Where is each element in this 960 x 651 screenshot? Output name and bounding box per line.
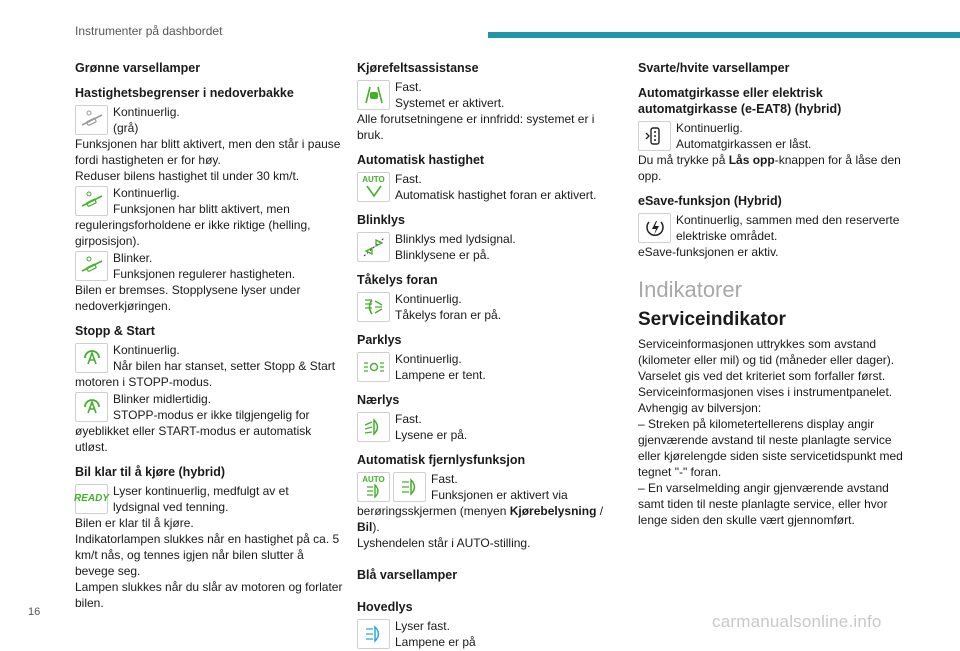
parking-lights-icon bbox=[357, 352, 390, 382]
auto-beam-line1: Fast. bbox=[431, 472, 458, 486]
stop-start-item-2-line1: Blinker midlertidig. bbox=[113, 392, 212, 406]
hill-descent-grey-icon bbox=[75, 105, 108, 135]
auto-beam-icon-pair bbox=[357, 472, 426, 502]
auto-speed-icon bbox=[357, 172, 390, 202]
ready-rest3: Lampen slukkes når du slår av motoren og forlater bilen. bbox=[75, 580, 343, 610]
gearbox-rest bbox=[638, 152, 908, 184]
lane-keeping-icon bbox=[357, 80, 390, 110]
auto-beam-rest-bold-bil: Bil bbox=[357, 520, 373, 534]
column-1 bbox=[75, 58, 345, 612]
auto-speed-icon-text: AUTO bbox=[362, 175, 385, 184]
service-p4: Avhengig av bilversjon: bbox=[638, 401, 762, 415]
hdc-item-3-rest: Bilen er bremses. Stopplysene lyser under nedoverkjøringen. bbox=[75, 283, 301, 313]
low-beam-item bbox=[357, 411, 619, 443]
lka-title: Kjørefeltsassistanse bbox=[357, 61, 479, 75]
esave-rest: eSave-funksjonen er aktiv. bbox=[638, 245, 779, 259]
low-beam-title: Nærlys bbox=[357, 393, 400, 407]
auto-speed-title: Automatisk hastighet bbox=[357, 153, 485, 167]
esave-line1: Kontinuerlig, sammen med den reserverte bbox=[676, 213, 900, 227]
hdc-item-2-rest: reguleringsforholdene er ikke riktige (helling, girposisjon). bbox=[75, 218, 311, 248]
stop-start-item-1-line1: Kontinuerlig. bbox=[113, 343, 180, 357]
page-header-title: Instrumenter på dashbordet bbox=[75, 24, 223, 38]
hdc-item-3-line2: Funksjonen regulerer hastigheten. bbox=[113, 267, 296, 281]
fog-item bbox=[357, 291, 619, 323]
low-beam-line1: Fast. bbox=[395, 412, 422, 426]
auto-beam-rest-c: / bbox=[596, 504, 604, 518]
stop-start-item-2-rest: øyeblikket eller START-modus er automatisk utløst. bbox=[75, 424, 312, 454]
fog-line2: Tåkelys foran er på. bbox=[395, 308, 502, 322]
ready-icon bbox=[75, 484, 108, 514]
high-beam-line2: Lampene er på bbox=[395, 635, 476, 649]
park-title: Parklys bbox=[357, 333, 402, 347]
hdc-item-1-line2: (grå) bbox=[113, 121, 139, 135]
auto-beam-item bbox=[357, 471, 619, 551]
auto-beam-rest-a: berøringsskjermen (menyen bbox=[357, 504, 510, 518]
main-beam-blue-icon bbox=[357, 619, 390, 649]
gearbox-rest-a: Du må trykke på bbox=[638, 153, 729, 167]
stop-start-item-1 bbox=[75, 342, 345, 390]
auto-beam-rest-e: ). bbox=[372, 520, 380, 534]
service-p6: – En varselmelding angir gjenværende avstand samt tiden til neste planlagte service, eller hvor lenge siden den skulle vært gjennomført. bbox=[638, 481, 889, 527]
auto-high-beam-icon bbox=[357, 472, 390, 502]
stop-start-item-1-rest: motoren i STOPP-modus. bbox=[75, 375, 213, 389]
esave-title: eSave-funksjon (Hybrid) bbox=[638, 194, 782, 208]
turn-signal-icon bbox=[357, 232, 390, 262]
hdc-item-1-line1: Kontinuerlig. bbox=[113, 105, 180, 119]
bw-lamps-heading: Svarte/hvite varsellamper bbox=[638, 61, 790, 75]
esave-icon bbox=[638, 213, 671, 243]
front-fog-light-icon bbox=[357, 292, 390, 322]
high-beam-line1: Lyser fast. bbox=[395, 619, 450, 633]
gearbox-lock-icon bbox=[638, 121, 671, 151]
column-3 bbox=[638, 58, 908, 528]
gearbox-rest-bold-unlock: Lås opp bbox=[728, 153, 775, 167]
gearbox-rest-c: -knappen for å låse den opp. bbox=[638, 153, 901, 183]
hill-descent-blinking-icon bbox=[75, 251, 108, 281]
blue-lamps-heading: Blå varsellamper bbox=[357, 568, 458, 582]
gearbox-title: Automatgirkasse eller elektrisk automatgirkasse (e-EAT8) (hybrid) bbox=[638, 86, 842, 116]
blinkers-line2: Blinklysene er på. bbox=[395, 248, 490, 262]
hdc-item-3 bbox=[75, 250, 345, 314]
hdc-item-2 bbox=[75, 185, 345, 249]
hdc-item-2-line1: Kontinuerlig. bbox=[113, 186, 180, 200]
high-beam-icon bbox=[393, 472, 426, 502]
fog-title: Tåkelys foran bbox=[357, 273, 438, 287]
ready-line2: lydsignal ved tenning. bbox=[113, 500, 229, 514]
stop-start-item-1-line2: Når bilen har stanset, setter Stopp & Start bbox=[113, 359, 336, 373]
auto-beam-rest-bold-menu: Kjørebelysning bbox=[509, 504, 597, 518]
park-line2: Lampene er tent. bbox=[395, 368, 486, 382]
gearbox-line2: Automatgirkassen er låst. bbox=[676, 137, 812, 151]
ready-icon-text: READY bbox=[74, 493, 110, 504]
high-beam-item bbox=[357, 618, 619, 650]
page-number: 16 bbox=[28, 606, 41, 618]
low-beam-line2: Lysene er på. bbox=[395, 428, 468, 442]
auto-speed-line1: Fast. bbox=[395, 172, 422, 186]
blinkers-title: Blinklys bbox=[357, 213, 405, 227]
ready-item bbox=[75, 483, 345, 611]
esave-item bbox=[638, 212, 908, 260]
service-p1: Serviceinformasjonen uttrykkes som avstand (kilometer eller mil) og tid (måneder eller dager). bbox=[638, 337, 895, 367]
hdc-item-1 bbox=[75, 104, 345, 184]
park-item bbox=[357, 351, 619, 383]
auto-beam-icon-text: AUTO bbox=[362, 475, 385, 484]
stop-start-item-2 bbox=[75, 391, 345, 455]
hdc-item-2-line2: Funksjonen har blitt aktivert, men bbox=[113, 202, 290, 216]
auto-speed-line2: Automatisk hastighet foran er aktivert. bbox=[395, 188, 597, 202]
auto-beam-rest bbox=[357, 503, 619, 535]
esave-line2: elektriske området. bbox=[676, 229, 778, 243]
auto-beam-rest2: Lyshendelen står i AUTO-stilling. bbox=[357, 536, 531, 550]
service-indicator-title: Serviceindikator bbox=[638, 309, 786, 330]
low-beam-icon bbox=[357, 412, 390, 442]
ready-title: Bil klar til å kjøre (hybrid) bbox=[75, 465, 226, 479]
blinkers-item bbox=[357, 231, 619, 263]
ready-rest1: Bilen er klar til å kjøre. bbox=[75, 516, 194, 530]
hdc-item-1-rest2: Reduser bilens hastighet til under 30 km/t. bbox=[75, 169, 300, 183]
park-line1: Kontinuerlig. bbox=[395, 352, 462, 366]
stop-start-blinking-icon bbox=[75, 392, 108, 422]
hdc-title: Hastighetsbegrenser i nedoverbakke bbox=[75, 86, 294, 100]
ready-line1: Lyser kontinuerlig, medfulgt av et bbox=[113, 484, 289, 498]
auto-beam-title: Automatisk fjernlysfunksjon bbox=[357, 453, 526, 467]
hdc-item-3-line1: Blinker. bbox=[113, 251, 153, 265]
gearbox-item bbox=[638, 120, 908, 184]
fog-line1: Kontinuerlig. bbox=[395, 292, 462, 306]
auto-speed-item bbox=[357, 171, 619, 203]
header-accent-bar bbox=[488, 32, 960, 38]
lka-item bbox=[357, 79, 619, 143]
stop-start-icon bbox=[75, 343, 108, 373]
ready-rest2: Indikatorlampen slukkes når en hastighet på ca. 5 km/t nås, og tennes igjen når bilen slutter å bevege seg. bbox=[75, 532, 340, 578]
service-p3: Serviceinformasjonen vises i instrumentpanelet. bbox=[638, 385, 893, 399]
gearbox-line1: Kontinuerlig. bbox=[676, 121, 743, 135]
column-2 bbox=[357, 58, 619, 651]
indicators-section-title: Indikatorer bbox=[638, 277, 742, 302]
stop-start-title: Stopp & Start bbox=[75, 324, 155, 338]
service-p2: Varselet gis ved det kriteriet som forfaller først. bbox=[638, 369, 886, 383]
green-lamps-heading: Grønne varsellamper bbox=[75, 61, 201, 75]
blinkers-line1: Blinklys med lydsignal. bbox=[395, 232, 516, 246]
lka-line1: Fast. bbox=[395, 80, 422, 94]
high-beam-title: Hovedlys bbox=[357, 600, 413, 614]
service-p5: – Streken på kilometertellerens display angir gjenværende avstand til neste planlagte service eller kjørelengde siden siste servicetidspunkt med tegnet "-" foran. bbox=[638, 417, 903, 479]
watermark-text: carmanualsonline.info bbox=[712, 612, 882, 631]
stop-start-item-2-line2: STOPP-modus er ikke tilgjengelig for bbox=[113, 408, 310, 422]
hdc-item-1-rest: Funksjonen har blitt aktivert, men den står i pause fordi hastigheten er for høy. bbox=[75, 137, 341, 167]
hill-descent-green-icon bbox=[75, 186, 108, 216]
auto-beam-line2: Funksjonen er aktivert via bbox=[431, 488, 568, 502]
lka-rest: Alle forutsetningene er innfridd: systemet er i bruk. bbox=[357, 112, 595, 142]
lka-line2: Systemet er aktivert. bbox=[395, 96, 505, 110]
